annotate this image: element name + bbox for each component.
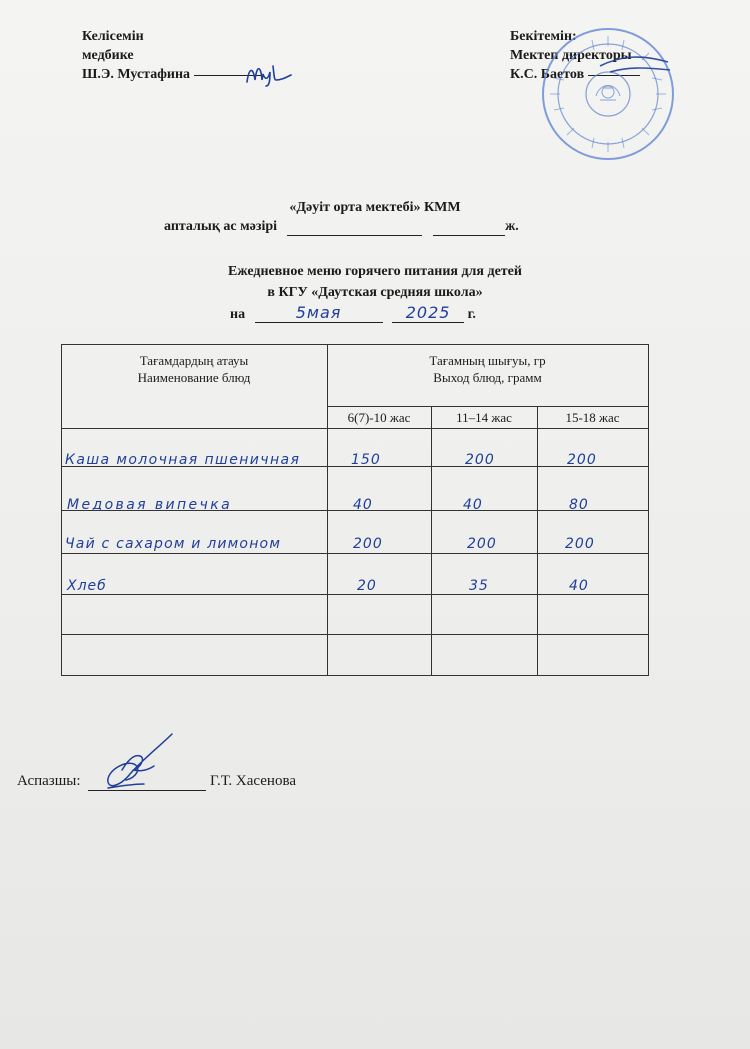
- school-title-kz: «Дәуіт орта мектебі» КММ: [289, 200, 461, 215]
- cook-label: Аспазшы:: [17, 773, 81, 789]
- weekly-menu-line: [164, 219, 519, 236]
- director-name: К.С. Баетов: [510, 67, 585, 82]
- dish-2-g2: 40: [463, 497, 483, 513]
- output-header: [327, 352, 648, 386]
- col-divider-3: [537, 406, 538, 676]
- col-divider-2: [431, 406, 432, 676]
- dish-2-g3: 80: [569, 497, 589, 513]
- agreed-label: Келісемін: [82, 29, 144, 44]
- row-line-5: [61, 634, 649, 635]
- dish-4-g3: 40: [569, 578, 589, 594]
- dish-3-g3: 200: [565, 536, 595, 552]
- dish-name-header: [61, 352, 327, 386]
- table-border-top: [61, 344, 649, 345]
- weekly-year-blank: [433, 219, 505, 236]
- nurse-label: медбике: [82, 48, 134, 63]
- approval-left-block: [82, 27, 262, 84]
- output-header-ru: Выход блюд, грамм: [433, 370, 542, 385]
- dish-3-g1: 200: [353, 536, 383, 552]
- school-title-ru: в КГУ «Даутская средняя школа»: [267, 285, 483, 300]
- age-group-3: 15-18 жас: [565, 410, 620, 425]
- official-stamp: [540, 26, 676, 162]
- dish-3: Чай с сахаром и лимоном: [65, 536, 282, 552]
- dish-2: Медовая випечка: [67, 497, 233, 513]
- dish-1: Каша молочная пшеничная: [65, 452, 301, 468]
- year-suffix-kz: ж.: [505, 219, 519, 234]
- date-day: 5мая: [255, 303, 383, 323]
- approved-label: Бекітемін:: [510, 29, 577, 44]
- dish-1-g3: 200: [567, 452, 597, 468]
- date-suffix: г.: [467, 307, 476, 322]
- dish-3-g2: 200: [467, 536, 497, 552]
- dish-name-header-ru: Наименование блюд: [137, 370, 251, 385]
- age-header-line: [327, 406, 649, 407]
- cook-name: Г.Т. Хасенова: [210, 773, 296, 789]
- nurse-name: Ш.Э. Мустафина: [82, 67, 191, 82]
- cook-signature: [100, 730, 182, 796]
- date-line: [230, 303, 476, 323]
- dish-2-g1: 40: [353, 497, 373, 513]
- nurse-name-line: [82, 65, 262, 84]
- dish-1-g1: 150: [351, 452, 381, 468]
- nurse-signature: [243, 58, 295, 88]
- age-group-1: 6(7)-10 жас: [347, 410, 411, 425]
- dish-name-header-kz: Тағамдардың атауы: [139, 353, 249, 368]
- header-bottom-line: [61, 428, 649, 429]
- row-line-4: [61, 594, 649, 595]
- dish-4: Хлеб: [67, 578, 107, 594]
- weekly-date-blank: [287, 219, 422, 236]
- weekly-menu-label: апталық ас мәзірі: [164, 219, 278, 234]
- daily-menu-title: Ежедневное меню горячего питания для детей: [228, 264, 522, 279]
- menu-table: [61, 344, 649, 676]
- age-group-2: 11–14 жас: [456, 410, 512, 425]
- dish-4-g2: 35: [469, 578, 489, 594]
- dish-1-g2: 200: [465, 452, 495, 468]
- output-header-kz: Тағамның шығуы, гр: [429, 353, 546, 368]
- dish-4-g1: 20: [357, 578, 377, 594]
- date-prefix: на: [230, 307, 246, 322]
- director-label: Мектеп директоры: [510, 48, 632, 63]
- table-border-bottom: [61, 675, 649, 676]
- date-year: 2025: [392, 303, 464, 323]
- row-line-3: [61, 553, 649, 554]
